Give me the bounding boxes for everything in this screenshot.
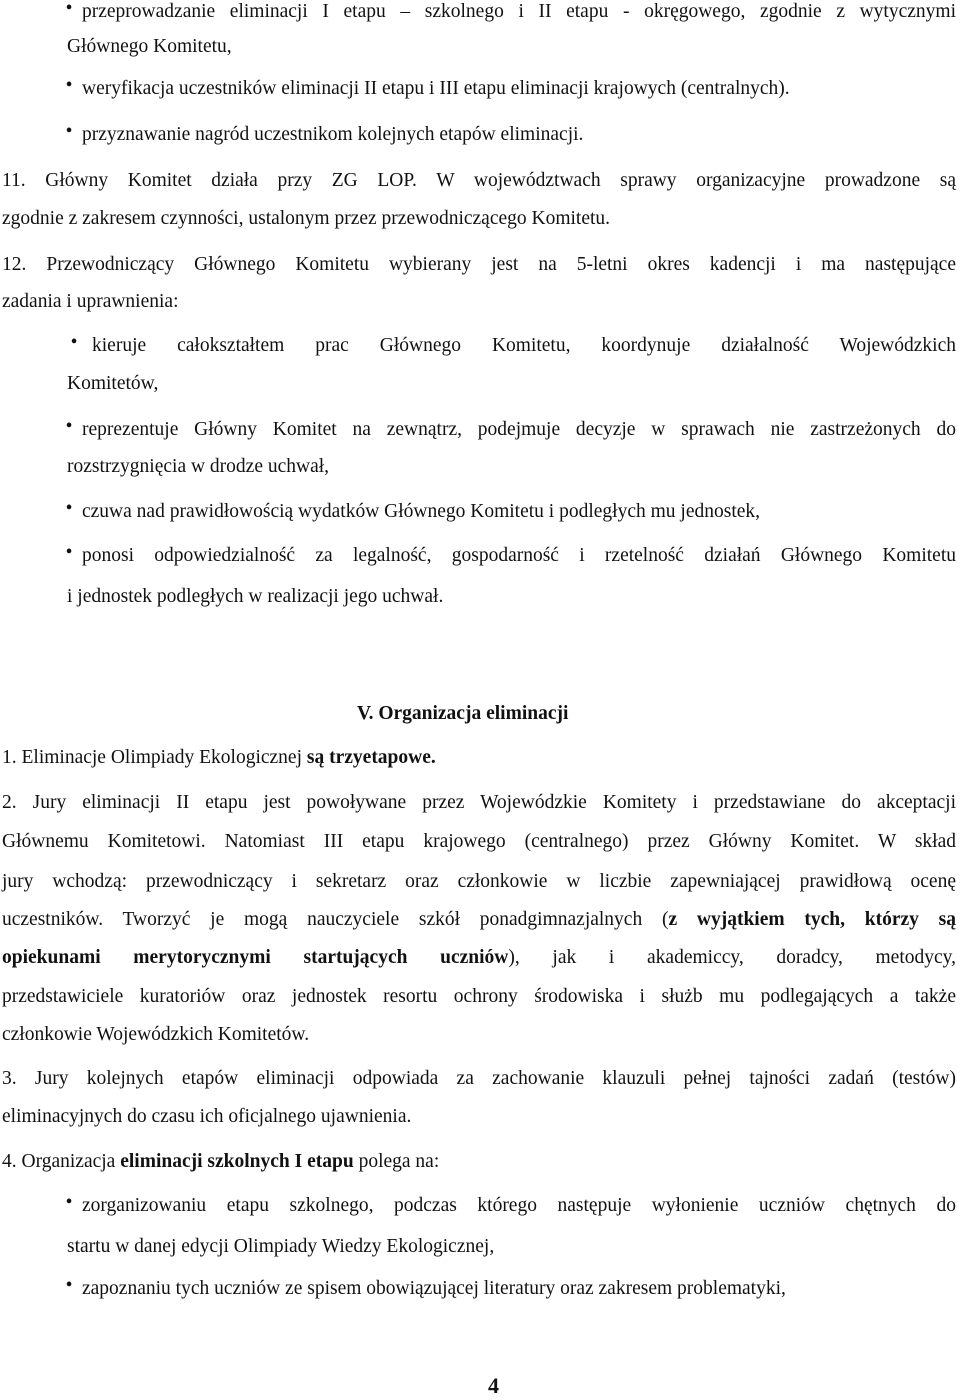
- list-item-line: Głównego Komitetu,: [67, 36, 232, 57]
- section-2-text: uczestników. Tworzyć je mogą nauczyciele szkół ponadgimnazjalnych (: [2, 909, 669, 930]
- section-2-line: [2, 906, 956, 934]
- section-3-line: 3. Jury kolejnych etapów eliminacji odpowiada za zachowanie klauzuli pełnej tajności zadań (testów): [2, 1068, 956, 1089]
- section-2-line: jury wchodzą: przewodniczący i sekretarz oraz członkowie w liczbie zapewniającej prawidłową ocenę: [2, 871, 956, 892]
- list-item-line: ponosi odpowiedzialność za legalność, gospodarność i rzetelność działań Głównego Komitetu: [82, 545, 956, 566]
- section-2-line: Głównemu Komitetowi. Natomiast III etapu krajowego (centralnego) przez Główny Komitet. W skład: [2, 831, 956, 852]
- section-1-line: [2, 744, 436, 772]
- list-item-line: reprezentuje Główny Komitet na zewnątrz, podejmuje decyzje w sprawach nie zastrzeżonych do: [82, 419, 956, 440]
- list-item-line: zorganizowaniu etapu szkolnego, podczas którego następuje wyłonienie uczniów chętnych do: [82, 1195, 956, 1216]
- bullet-marker: •: [65, 542, 73, 563]
- bullet-marker: •: [65, 1192, 73, 1213]
- bullet-marker: •: [70, 332, 78, 353]
- section-4-bold: eliminacji szkolnych I etapu: [120, 1151, 354, 1172]
- bullet-marker: •: [65, 121, 73, 142]
- section-2-text: ), jak i akademiccy, doradcy, metodycy,: [508, 947, 957, 968]
- list-item-line: weryfikacja uczestników eliminacji II etapu i III etapu eliminacji krajowych (centralnych).: [82, 78, 790, 99]
- list-item-line: i jednostek podległych w realizacji jego uchwał.: [67, 586, 444, 607]
- list-item-line: rozstrzygnięcia w drodze uchwał,: [67, 456, 330, 477]
- list-item-line: przyznawanie nagród uczestnikom kolejnych etapów eliminacji.: [82, 124, 584, 145]
- section-4-text: 4. Organizacja: [2, 1151, 121, 1172]
- list-item-line: czuwa nad prawidłowością wydatków Głównego Komitetu i podległych mu jednostek,: [82, 501, 761, 522]
- section-heading: V. Organizacja eliminacji: [357, 703, 569, 724]
- paragraph-12-line: 12. Przewodniczący Głównego Komitetu wybierany jest na 5-letni okres kadencji i ma następujące: [2, 254, 956, 275]
- bullet-marker: •: [65, 0, 73, 19]
- section-3-line: eliminacyjnych do czasu ich oficjalnego ujawnienia.: [2, 1106, 412, 1127]
- bullet-marker: •: [65, 416, 73, 437]
- section-1-bold: są trzyetapowe.: [306, 747, 436, 768]
- list-item-line: startu w danej edycji Olimpiady Wiedzy Ekologicznej,: [67, 1236, 495, 1257]
- list-item-line: przeprowadzanie eliminacji I etapu – szkolnego i II etapu - okręgowego, zgodnie z wytycznymi: [82, 1, 956, 22]
- section-2-bold: opiekunami merytorycznymi startujących uczniów: [2, 947, 509, 968]
- section-1-text: 1. Eliminacje Olimpiady Ekologicznej: [2, 747, 307, 768]
- paragraph-11-line: zgodnie z zakresem czynności, ustalonym przez przewodniczącego Komitetu.: [2, 208, 611, 229]
- section-4-line: [2, 1148, 439, 1176]
- list-item-line: zapoznaniu tych uczniów ze spisem obowiązującej literatury oraz zakresem problematyki,: [82, 1278, 786, 1299]
- bullet-marker: •: [65, 1275, 73, 1296]
- section-2-line: członkowie Wojewódzkich Komitetów.: [2, 1024, 310, 1045]
- section-2-line: przedstawiciele kuratoriów oraz jednostek resortu ochrony środowiska i służb mu podlegających a także: [2, 986, 956, 1007]
- paragraph-12-line: zadania i uprawnienia:: [2, 291, 179, 312]
- section-4-text: polega na:: [353, 1151, 440, 1172]
- bullet-marker: •: [65, 75, 73, 96]
- section-2-line: 2. Jury eliminacji II etapu jest powoływane przez Wojewódzkie Komitety i przedstawiane do akceptacji: [2, 792, 956, 813]
- bullet-marker: •: [65, 498, 73, 519]
- section-2-bold: z wyjątkiem tych, którzy są: [668, 909, 956, 930]
- paragraph-11-line: 11. Główny Komitet działa przy ZG LOP. W województwach sprawy organizacyjne prowadzone są: [2, 170, 956, 191]
- section-2-line: [2, 944, 956, 972]
- list-item-line: kieruje całokształtem prac Głównego Komitetu, koordynuje działalność Wojewódzkich: [92, 335, 956, 356]
- list-item-line: Komitetów,: [67, 373, 159, 394]
- page-number: 4: [488, 1373, 499, 1398]
